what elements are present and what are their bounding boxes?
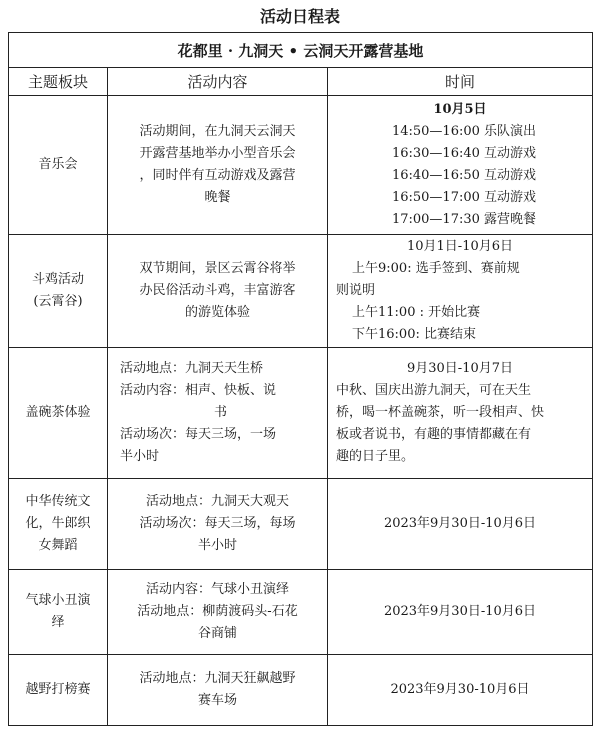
content-text: 活动地点：九洞天天生桥 bbox=[120, 361, 264, 377]
theme-text: 化，牛郎织 bbox=[25, 516, 91, 532]
time-line: 16:30—16:40 互动游戏 bbox=[391, 145, 537, 161]
content-text: 的游览体验 bbox=[184, 305, 250, 321]
time-cell bbox=[328, 479, 593, 570]
theme-text: (云霄谷) bbox=[33, 294, 83, 310]
content-text: 活动场次：每天三场，每场 bbox=[139, 516, 296, 532]
theme-cell bbox=[9, 655, 108, 726]
theme-text: 女舞蹈 bbox=[38, 538, 78, 554]
content-cell bbox=[108, 570, 328, 655]
content-text: 活动地点：九洞天大观天 bbox=[145, 494, 289, 510]
time-cell bbox=[328, 95, 593, 234]
content-text: 活动内容：相声、快板、说 bbox=[120, 383, 277, 399]
venue-title: 花都里 · 九洞天 • 云洞天开露营基地 bbox=[9, 33, 593, 68]
theme-text: 中华传统文 bbox=[25, 494, 91, 510]
theme-cell bbox=[9, 348, 108, 479]
time-line: 则说明 bbox=[336, 283, 376, 299]
time-date: 9月30日-10月7日 bbox=[406, 361, 514, 377]
theme-cell bbox=[9, 479, 108, 570]
time-line: 上午11:00 : 开始比赛 bbox=[352, 305, 481, 321]
table-row bbox=[9, 570, 593, 655]
time-line: 16:50—17:00 互动游戏 bbox=[391, 189, 537, 205]
time-line: 桥，喝一杯盖碗茶，听一段相声、快 bbox=[336, 405, 545, 421]
content-text: 赛车场 bbox=[197, 693, 237, 709]
content-text: ，同时伴有互动游戏及露营 bbox=[139, 167, 296, 183]
table-row bbox=[9, 235, 593, 348]
content-text: 双节期间，景区云霄谷将举 bbox=[139, 261, 296, 277]
content-text: 活动地点：柳荫渡码头-石花 bbox=[137, 604, 298, 620]
time-cell bbox=[328, 570, 593, 655]
time-cell bbox=[328, 655, 593, 726]
header-content: 活动内容 bbox=[108, 68, 328, 95]
content-text: 半小时 bbox=[197, 538, 237, 554]
document-title: 活动日程表 bbox=[259, 7, 340, 26]
content-text: 书 bbox=[213, 405, 227, 421]
time-line: 14:50—16:00 乐队演出 bbox=[391, 123, 537, 139]
content-cell bbox=[108, 235, 328, 348]
time-cell bbox=[328, 235, 593, 348]
content-cell bbox=[108, 479, 328, 570]
theme-text: 斗鸡活动 bbox=[31, 272, 84, 288]
content-text: 活动期间，在九洞天云洞天 bbox=[139, 123, 296, 139]
theme-cell bbox=[9, 570, 108, 655]
time-line: 中秋、国庆出游九洞天，可在天生 bbox=[336, 383, 532, 399]
content-text: 晚餐 bbox=[204, 189, 231, 205]
content-cell bbox=[108, 655, 328, 726]
content-cell bbox=[108, 95, 328, 234]
content-text: 半小时 bbox=[120, 449, 160, 465]
table-row bbox=[9, 348, 593, 479]
time-line: 17:00—17:30 露营晚餐 bbox=[391, 211, 537, 227]
content-text: 活动地点：九洞天狂飙越野 bbox=[139, 671, 296, 687]
theme-cell bbox=[9, 95, 108, 234]
content-cell bbox=[108, 348, 328, 479]
schedule-table bbox=[8, 32, 593, 726]
content-text: 活动场次：每天三场，一场 bbox=[120, 427, 277, 443]
content-text: 办民俗活动斗鸡，丰富游客 bbox=[139, 283, 296, 299]
time-range: 2023年9月30日-10月6日 bbox=[383, 604, 537, 620]
theme-text: 音乐会 bbox=[38, 156, 78, 172]
time-line: 下午16:00: 比赛结束 bbox=[352, 327, 476, 343]
time-line: 上午9:00: 选手签到、赛前规 bbox=[352, 261, 520, 277]
theme-text: 绎 bbox=[51, 615, 65, 631]
time-date: 10月1日-10月6日 bbox=[406, 239, 514, 255]
content-text: 开露营基地举办小型音乐会 bbox=[139, 145, 296, 161]
theme-cell bbox=[9, 235, 108, 348]
theme-text: 盖碗茶体验 bbox=[25, 405, 91, 421]
table-row bbox=[9, 95, 593, 234]
content-text: 谷商铺 bbox=[197, 626, 237, 642]
theme-text: 气球小丑演 bbox=[25, 593, 91, 609]
time-range: 2023年9月30日-10月6日 bbox=[383, 516, 537, 532]
content-text: 活动内容：气球小丑演绎 bbox=[145, 582, 289, 598]
time-range: 2023年9月30-10月6日 bbox=[390, 682, 530, 698]
header-theme: 主题板块 bbox=[9, 68, 108, 95]
table-row bbox=[9, 479, 593, 570]
table-row bbox=[9, 655, 593, 726]
time-cell bbox=[328, 348, 593, 479]
time-date: 10月5日 bbox=[433, 101, 487, 117]
header-time: 时间 bbox=[328, 68, 593, 95]
time-line: 16:40—16:50 互动游戏 bbox=[391, 167, 537, 183]
time-line: 板或者说书，有趣的事情都藏在有 bbox=[336, 427, 532, 443]
time-line: 趣的日子里。 bbox=[336, 449, 415, 465]
theme-text: 越野打榜赛 bbox=[25, 682, 91, 698]
